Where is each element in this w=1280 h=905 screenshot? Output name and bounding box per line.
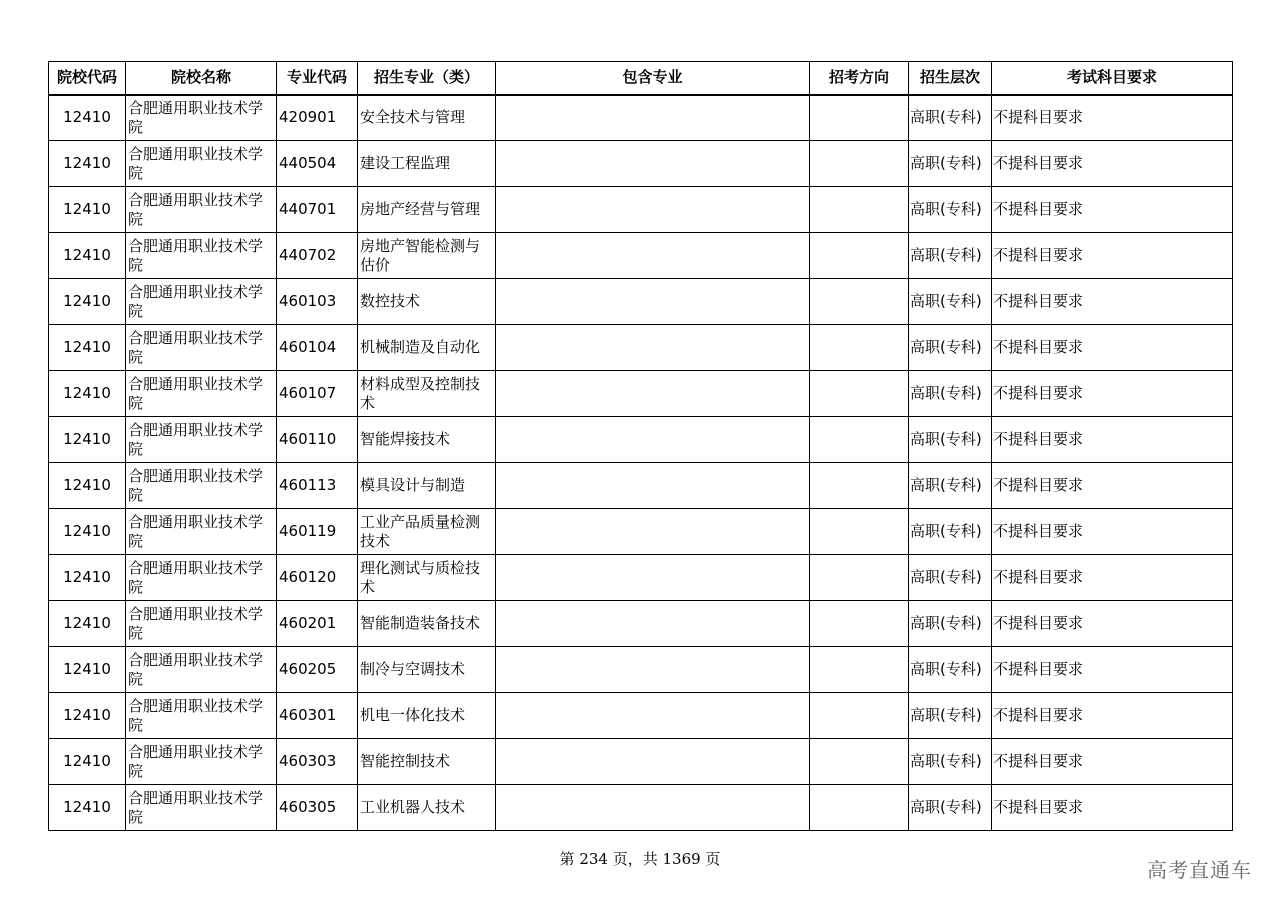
table-row <box>49 463 1233 509</box>
cell-includes <box>496 693 810 739</box>
header-direction: 招考方向 <box>810 62 909 95</box>
cell-requirement: 不提科目要求 <box>992 463 1233 509</box>
cell-direction <box>810 187 909 233</box>
cell-requirement: 不提科目要求 <box>992 417 1233 463</box>
cell-school-code: 12410 <box>49 647 126 693</box>
cell-school-name: 合肥通用职业技术学院 <box>126 325 277 371</box>
cell-major: 安全技术与管理 <box>358 95 496 141</box>
cell-major-code: 460120 <box>277 555 358 601</box>
cell-level: 高职(专科) <box>909 417 992 463</box>
cell-requirement: 不提科目要求 <box>992 279 1233 325</box>
watermark-logo-text: 高考直通车 <box>1147 858 1252 882</box>
cell-school-name: 合肥通用职业技术学院 <box>126 371 277 417</box>
cell-direction <box>810 785 909 831</box>
cell-requirement: 不提科目要求 <box>992 95 1233 141</box>
cell-level: 高职(专科) <box>909 509 992 555</box>
cell-major: 智能制造装备技术 <box>358 601 496 647</box>
cell-requirement: 不提科目要求 <box>992 739 1233 785</box>
cell-direction <box>810 417 909 463</box>
cell-school-name: 合肥通用职业技术学院 <box>126 417 277 463</box>
cell-level: 高职(专科) <box>909 141 992 187</box>
cell-level: 高职(专科) <box>909 785 992 831</box>
cell-includes <box>496 141 810 187</box>
cell-major-code: 460103 <box>277 279 358 325</box>
cell-school-code: 12410 <box>49 463 126 509</box>
header-school-name: 院校名称 <box>126 62 277 95</box>
cell-level: 高职(专科) <box>909 647 992 693</box>
cell-school-code: 12410 <box>49 693 126 739</box>
cell-school-name: 合肥通用职业技术学院 <box>126 693 277 739</box>
cell-major-code: 440702 <box>277 233 358 279</box>
cell-requirement: 不提科目要求 <box>992 647 1233 693</box>
cell-school-code: 12410 <box>49 601 126 647</box>
cell-requirement: 不提科目要求 <box>992 371 1233 417</box>
cell-school-code: 12410 <box>49 141 126 187</box>
cell-requirement: 不提科目要求 <box>992 187 1233 233</box>
cell-includes <box>496 509 810 555</box>
cell-requirement: 不提科目要求 <box>992 509 1233 555</box>
header-level: 招生层次 <box>909 62 992 95</box>
cell-includes <box>496 647 810 693</box>
admission-table-container <box>48 61 1232 831</box>
cell-level: 高职(专科) <box>909 463 992 509</box>
cell-level: 高职(专科) <box>909 233 992 279</box>
table-row <box>49 785 1233 831</box>
cell-school-code: 12410 <box>49 233 126 279</box>
cell-level: 高职(专科) <box>909 739 992 785</box>
cell-school-code: 12410 <box>49 95 126 141</box>
cell-school-code: 12410 <box>49 417 126 463</box>
cell-requirement: 不提科目要求 <box>992 601 1233 647</box>
cell-major: 智能控制技术 <box>358 739 496 785</box>
cell-includes <box>496 463 810 509</box>
cell-major-code: 460201 <box>277 601 358 647</box>
cell-direction <box>810 601 909 647</box>
cell-major: 制冷与空调技术 <box>358 647 496 693</box>
cell-includes <box>496 785 810 831</box>
cell-includes <box>496 95 810 141</box>
cell-includes <box>496 555 810 601</box>
cell-level: 高职(专科) <box>909 601 992 647</box>
header-includes: 包含专业 <box>496 62 810 95</box>
cell-major-code: 440701 <box>277 187 358 233</box>
table-row <box>49 555 1233 601</box>
cell-direction <box>810 233 909 279</box>
cell-direction <box>810 325 909 371</box>
cell-major-code: 460205 <box>277 647 358 693</box>
cell-major: 数控技术 <box>358 279 496 325</box>
cell-level: 高职(专科) <box>909 95 992 141</box>
cell-school-name: 合肥通用职业技术学院 <box>126 555 277 601</box>
cell-school-name: 合肥通用职业技术学院 <box>126 601 277 647</box>
cell-level: 高职(专科) <box>909 325 992 371</box>
table-row <box>49 647 1233 693</box>
table-row <box>49 601 1233 647</box>
cell-direction <box>810 95 909 141</box>
cell-major: 房地产智能检测与估价 <box>358 233 496 279</box>
cell-school-code: 12410 <box>49 279 126 325</box>
cell-major: 理化测试与质检技术 <box>358 555 496 601</box>
cell-direction <box>810 509 909 555</box>
cell-major-code: 460303 <box>277 739 358 785</box>
cell-requirement: 不提科目要求 <box>992 325 1233 371</box>
cell-requirement: 不提科目要求 <box>992 785 1233 831</box>
cell-school-code: 12410 <box>49 509 126 555</box>
cell-school-code: 12410 <box>49 739 126 785</box>
cell-major: 机电一体化技术 <box>358 693 496 739</box>
admission-table <box>48 61 1233 831</box>
header-requirement: 考试科目要求 <box>992 62 1233 95</box>
cell-major: 建设工程监理 <box>358 141 496 187</box>
cell-major: 模具设计与制造 <box>358 463 496 509</box>
table-row <box>49 417 1233 463</box>
table-row <box>49 693 1233 739</box>
cell-level: 高职(专科) <box>909 693 992 739</box>
table-row <box>49 233 1233 279</box>
table-row <box>49 509 1233 555</box>
table-row <box>49 279 1233 325</box>
page-number-footer: 第 234 页，共 1369 页 <box>559 850 721 868</box>
cell-school-name: 合肥通用职业技术学院 <box>126 233 277 279</box>
cell-major-code: 460119 <box>277 509 358 555</box>
cell-school-code: 12410 <box>49 555 126 601</box>
cell-includes <box>496 233 810 279</box>
cell-school-name: 合肥通用职业技术学院 <box>126 785 277 831</box>
cell-direction <box>810 555 909 601</box>
cell-major: 工业机器人技术 <box>358 785 496 831</box>
cell-school-name: 合肥通用职业技术学院 <box>126 739 277 785</box>
cell-school-name: 合肥通用职业技术学院 <box>126 141 277 187</box>
cell-school-code: 12410 <box>49 187 126 233</box>
cell-major-code: 460110 <box>277 417 358 463</box>
cell-school-name: 合肥通用职业技术学院 <box>126 279 277 325</box>
cell-major: 工业产品质量检测技术 <box>358 509 496 555</box>
cell-major-code: 460301 <box>277 693 358 739</box>
table-row <box>49 371 1233 417</box>
cell-includes <box>496 371 810 417</box>
table-row <box>49 325 1233 371</box>
cell-requirement: 不提科目要求 <box>992 141 1233 187</box>
cell-major: 房地产经营与管理 <box>358 187 496 233</box>
cell-direction <box>810 279 909 325</box>
cell-school-code: 12410 <box>49 325 126 371</box>
cell-level: 高职(专科) <box>909 279 992 325</box>
table-row <box>49 187 1233 233</box>
cell-requirement: 不提科目要求 <box>992 693 1233 739</box>
cell-requirement: 不提科目要求 <box>992 555 1233 601</box>
table-body <box>49 95 1233 831</box>
cell-direction <box>810 141 909 187</box>
cell-major-code: 460107 <box>277 371 358 417</box>
table-row <box>49 739 1233 785</box>
cell-includes <box>496 601 810 647</box>
cell-includes <box>496 187 810 233</box>
cell-major-code: 460305 <box>277 785 358 831</box>
cell-school-name: 合肥通用职业技术学院 <box>126 95 277 141</box>
cell-includes <box>496 417 810 463</box>
cell-school-name: 合肥通用职业技术学院 <box>126 647 277 693</box>
table-row <box>49 95 1233 141</box>
cell-includes <box>496 279 810 325</box>
cell-major-code: 460113 <box>277 463 358 509</box>
cell-direction <box>810 739 909 785</box>
cell-level: 高职(专科) <box>909 187 992 233</box>
cell-major: 智能焊接技术 <box>358 417 496 463</box>
cell-direction <box>810 693 909 739</box>
cell-direction <box>810 647 909 693</box>
cell-school-code: 12410 <box>49 785 126 831</box>
cell-includes <box>496 739 810 785</box>
cell-major-code: 460104 <box>277 325 358 371</box>
table-row <box>49 141 1233 187</box>
cell-school-code: 12410 <box>49 371 126 417</box>
table-header-row <box>49 62 1233 95</box>
cell-direction <box>810 371 909 417</box>
cell-major-code: 420901 <box>277 95 358 141</box>
cell-school-name: 合肥通用职业技术学院 <box>126 463 277 509</box>
cell-level: 高职(专科) <box>909 371 992 417</box>
header-major: 招生专业（类） <box>358 62 496 95</box>
cell-includes <box>496 325 810 371</box>
cell-level: 高职(专科) <box>909 555 992 601</box>
cell-school-name: 合肥通用职业技术学院 <box>126 509 277 555</box>
header-major-code: 专业代码 <box>277 62 358 95</box>
header-school-code: 院校代码 <box>49 62 126 95</box>
cell-major-code: 440504 <box>277 141 358 187</box>
cell-major: 材料成型及控制技术 <box>358 371 496 417</box>
cell-school-name: 合肥通用职业技术学院 <box>126 187 277 233</box>
cell-requirement: 不提科目要求 <box>992 233 1233 279</box>
cell-major: 机械制造及自动化 <box>358 325 496 371</box>
cell-direction <box>810 463 909 509</box>
